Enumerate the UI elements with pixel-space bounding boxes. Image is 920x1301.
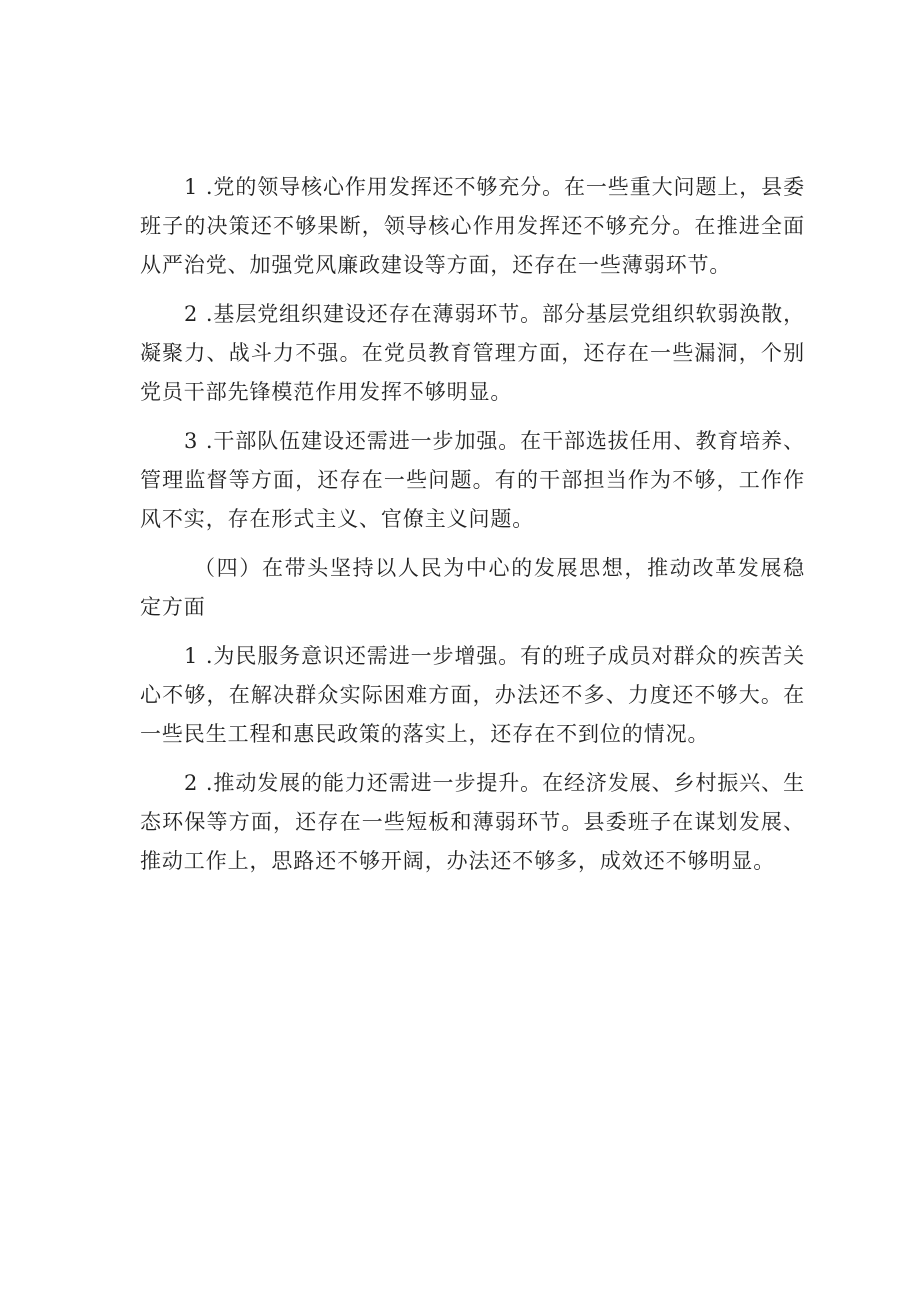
document-body xyxy=(140,168,805,881)
paragraph-leadership-core: 1 .党的领导核心作用发挥还不够充分。在一些重大问题上，县委班子的决策还不够果断，领导核心作用发挥还不够充分。在推进全面从严治党、加强党风廉政建设等方面，还存在一些薄弱环节。 xyxy=(140,175,805,277)
section-four-heading: （四）在带头坚持以人民为中心的发展思想，推动改革发展稳定方面 xyxy=(140,556,805,619)
paragraph-development-ability: 2 .推动发展的能力还需进一步提升。在经济发展、乡村振兴、生态环保等方面，还存在一些短板和薄弱环节。县委班子在谋划发展、推动工作上，思路还不够开阔，办法还不够多，成效还不够明显。 xyxy=(140,771,805,873)
paragraph-service-awareness: 1 .为民服务意识还需进一步增强。有的班子成员对群众的疾苦关心不够，在解决群众实际困难方面，办法还不多、力度还不够大。在一些民生工程和惠民政策的落实上，还存在不到位的情况。 xyxy=(140,644,805,746)
paragraph-cadre-team: 3 .干部队伍建设还需进一步加强。在干部选拔任用、教育培养、管理监督等方面，还存在一些问题。有的干部担当作为不够，工作作风不实，存在形式主义、官僚主义问题。 xyxy=(140,429,805,531)
paragraph-grassroots-organization: 2 .基层党组织建设还存在薄弱环节。部分基层党组织软弱涣散，凝聚力、战斗力不强。在党员教育管理方面，还存在一些漏洞，个别党员干部先锋模范作用发挥不够明显。 xyxy=(140,302,805,404)
